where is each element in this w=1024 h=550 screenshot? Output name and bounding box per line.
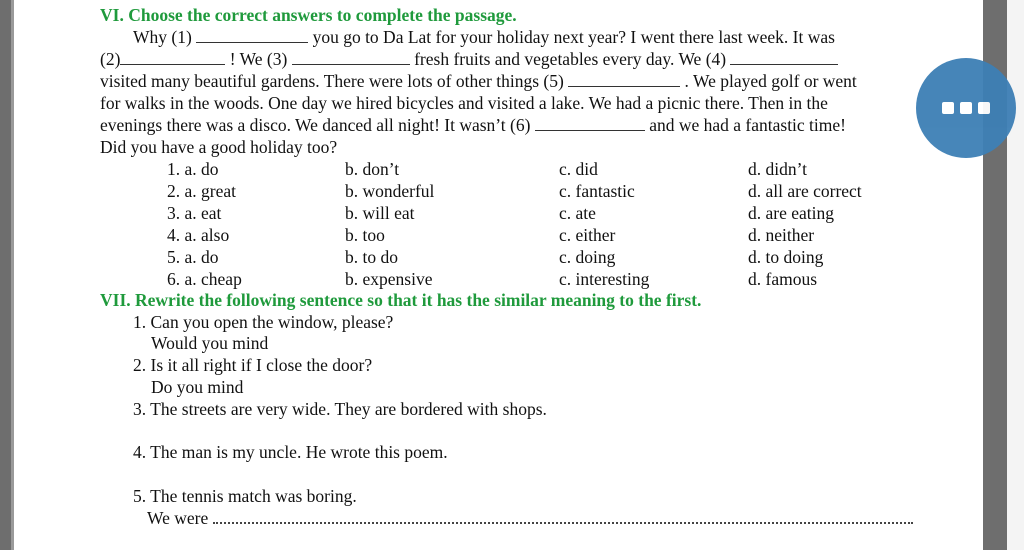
rewrite-prompt-5: We were [147,508,209,528]
passage-line-6: Did you have a good holiday too? [100,137,338,157]
option-1b[interactable]: b. don’t [345,159,400,179]
option-2c[interactable]: c. fantastic [559,181,635,201]
option-1c[interactable]: c. did [559,159,598,179]
rewrite-question-4: 4. The man is my uncle. He wrote this poem. [133,442,448,462]
option-4d[interactable]: d. neither [748,225,815,245]
passage-line-4: for walks in the woods. One day we hired bicycles and visited a lake. We had a picnic there. Then in the [100,93,828,113]
option-5d[interactable]: d. to doing [748,247,824,267]
option-6b[interactable]: b. expensive [345,269,433,289]
blank-4[interactable] [730,50,838,65]
rewrite-prompt-2: Do you mind [151,377,244,397]
rewrite-prompt-1: Would you mind [151,333,269,353]
rewrite-question-3: 3. The streets are very wide. They are bordered with shops. [133,399,547,419]
dot-icon [942,102,954,114]
option-6d[interactable]: d. famous [748,269,818,289]
blank-6[interactable] [535,116,645,131]
option-5a[interactable]: 5. a. do [167,247,219,267]
option-2b[interactable]: b. wonderful [345,181,435,201]
option-6c[interactable]: c. interesting [559,269,650,289]
dot-icon [960,102,972,114]
option-3d[interactable]: d. are eating [748,203,834,223]
section6-heading: VI. Choose the correct answers to complete the passage. [100,5,517,25]
option-2d[interactable]: d. all are correct [748,181,862,201]
option-5c[interactable]: c. doing [559,247,616,267]
option-4b[interactable]: b. too [345,225,385,245]
dot-icon [978,102,990,114]
blank-3[interactable] [292,50,410,65]
option-1a[interactable]: 1. a. do [167,159,219,179]
option-4a[interactable]: 4. a. also [167,225,230,245]
section7-heading: VII. Rewrite the following sentence so that it has the similar meaning to the first. [100,290,702,310]
more-options-icon[interactable] [916,58,1016,158]
passage-line-5: evenings there was a disco. We danced all night! It wasn’t (6) and we had a fantastic time! [100,115,846,135]
blank-2[interactable] [120,50,225,65]
answer-dotted-line[interactable] [213,508,913,524]
worksheet-page [14,0,983,550]
rewrite-question-2: 2. Is it all right if I close the door? [133,355,373,375]
option-5b[interactable]: b. to do [345,247,398,267]
rewrite-answer-line-5 [147,508,913,528]
option-2a[interactable]: 2. a. great [167,181,236,201]
passage-line-1: Why (1) you go to Da Lat for your holiday next year? I went there last week. It was [133,27,835,47]
rewrite-question-5: 5. The tennis match was boring. [133,486,357,506]
option-1d[interactable]: d. didn’t [748,159,807,179]
option-3a[interactable]: 3. a. eat [167,203,222,223]
blank-1[interactable] [196,28,308,43]
rewrite-question-1: 1. Can you open the window, please? [133,312,394,332]
blank-5[interactable] [568,72,680,87]
option-3c[interactable]: c. ate [559,203,596,223]
option-4c[interactable]: c. either [559,225,616,245]
option-6a[interactable]: 6. a. cheap [167,269,242,289]
option-3b[interactable]: b. will eat [345,203,415,223]
passage-line-2: (2) ! We (3) fresh fruits and vegetables every day. We (4) [100,49,838,69]
passage-line-3: visited many beautiful gardens. There were lots of other things (5) . We played golf or went [100,71,857,91]
left-page-edge [0,0,11,550]
